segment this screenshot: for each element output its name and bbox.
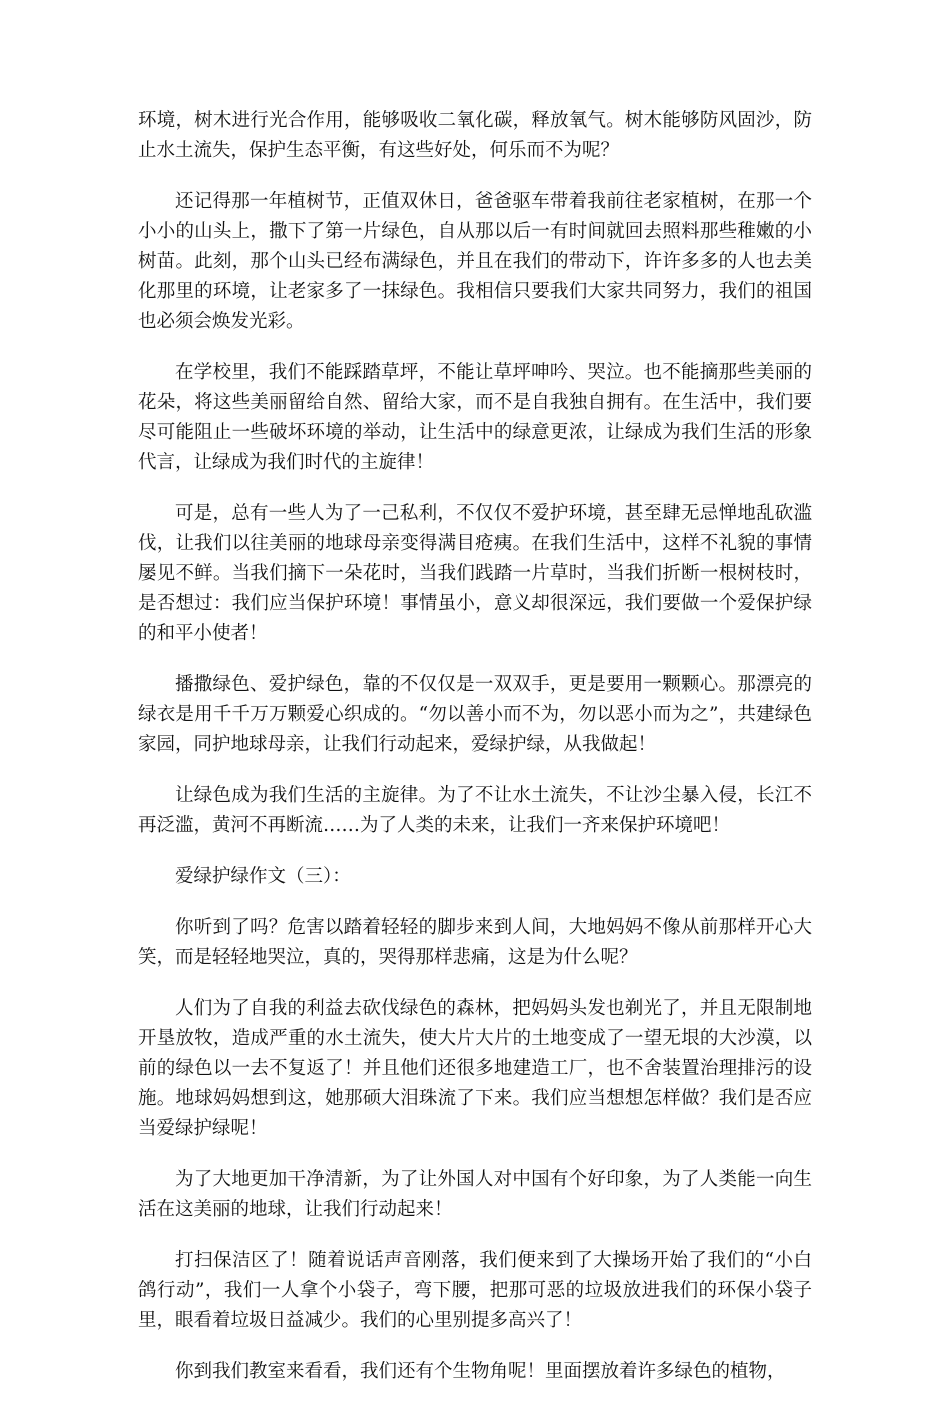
paragraph: 还记得那一年植树节，正值双休日，爸爸驱车带着我前往老家植树，在那一个小小的山头上，撒下了第一片绿色，自从那以后一有时间就回去照料那些稚嫩的小树苗。此刻，那个山头已经布满绿色，并且在我们的带动下，许许多多的人也去美化那里的环境，让老家多了一抹绿色。我相信只要我们大家共同努力，我们的祖国也必须会焕发光彩。: [138, 191, 812, 332]
paragraph: 为了大地更加干净清新，为了让外国人对中国有个好印象，为了人类能一向生活在这美丽的地球，让我们行动起来！: [138, 1169, 812, 1220]
paragraph: 可是，总有一些人为了一己私利，不仅仅不爱护环境，甚至肆无忌惮地乱砍滥伐，让我们以往美丽的地球母亲变得满目疮痍。在我们生活中，这样不礼貌的事情屡见不鲜。当我们摘下一朵花时，当我们践踏一片草时，当我们折断一根树枝时，是否想过：我们应当保护环境！事情虽小，意义却很深远，我们要做一个爱保护绿的和平小使者！: [138, 503, 812, 644]
paragraph: 打扫保洁区了！随着说话声音刚落，我们便来到了大操场开始了我们的“小白鸽行动”，我们一人拿个小袋子，弯下腰，把那可恶的垃圾放进我们的环保小袋子里，眼看着垃圾日益减少。我们的心里别提多高兴了！: [138, 1250, 812, 1331]
paragraph: 你听到了吗？危害以踏着轻轻的脚步来到人间，大地妈妈不像从前那样开心大笑，而是轻轻地哭泣，真的，哭得那样悲痛，这是为什么呢？: [138, 917, 812, 968]
paragraph: 环境，树木进行光合作用，能够吸收二氧化碳，释放氧气。树木能够防风固沙，防止水土流失，保护生态平衡，有这些好处，何乐而不为呢？: [138, 110, 812, 161]
paragraph: 人们为了自我的利益去砍伐绿色的森林，把妈妈头发也剃光了，并且无限制地开垦放牧，造成严重的水土流失，使大片大片的土地变成了一望无垠的大沙漠，以前的绿色以一去不复返了！并且他们还很多地建造工厂，也不舍装置治理排污的设施。地球妈妈想到这，她那硕大泪珠流了下来。我们应当想想怎样做？我们是否应当爱绿护绿呢！: [138, 998, 812, 1139]
paragraph: 播撒绿色、爱护绿色，靠的不仅仅是一双双手，更是要用一颗颗心。那漂亮的绿衣是用千千万万颗爱心织成的。“勿以善小而不为，勿以恶小而为之”，共建绿色家园，同护地球母亲，让我们行动起来，爱绿护绿，从我做起！: [138, 674, 812, 755]
paragraph: 你到我们教室来看看，我们还有个生物角呢！里面摆放着许多绿色的植物，: [175, 1361, 786, 1382]
section-heading: 爱绿护绿作文（三）：: [175, 866, 351, 887]
paragraph: 让绿色成为我们生活的主旋律。为了不让水土流失，不让沙尘暴入侵，长江不再泛滥，黄河不再断流……为了人类的未来，让我们一齐来保护环境吧！: [138, 785, 812, 836]
paragraph: 在学校里，我们不能踩踏草坪，不能让草坪呻吟、哭泣。也不能摘那些美丽的花朵，将这些美丽留给自然、留给大家，而不是自我独自拥有。在生活中，我们要尽可能阻止一些破坏环境的举动，让生活中的绿意更浓，让绿成为我们生活的形象代言，让绿成为我们时代的主旋律！: [138, 362, 812, 473]
document-body: [138, 106, 812, 1408]
